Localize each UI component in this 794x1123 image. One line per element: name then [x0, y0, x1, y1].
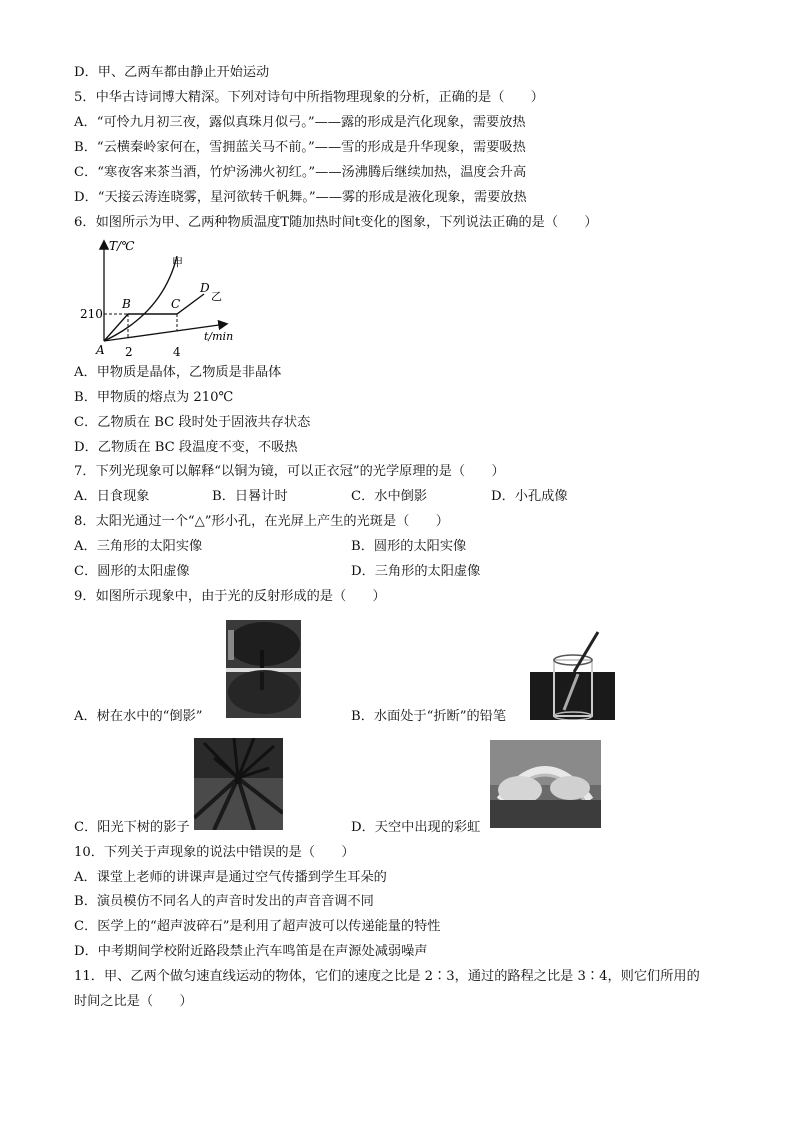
x-axis-label: t/min: [204, 330, 234, 343]
rainbow-photo: [490, 740, 601, 828]
tree-shadow-photo: [194, 738, 283, 830]
q5-option-c: C．“寒夜客来茶当酒，竹炉汤沸火初红。”——汤沸腾后继续加热，温度会升高: [74, 165, 527, 180]
q7-option-d: D．小孔成像: [491, 489, 568, 504]
temperature-time-graph: [76, 236, 236, 360]
q9-option-a: A．树在水中的“倒影”: [74, 709, 203, 724]
q10-option-d: D．中考期间学校附近路段禁止汽车鸣笛是在声源处减弱噪声: [74, 944, 428, 959]
q6-option-a: A．甲物质是晶体，乙物质是非晶体: [74, 365, 282, 380]
q9-option-d: D．天空中出现的彩虹: [351, 820, 481, 835]
q5-option-b: B．“云横秦岭家何在，雪拥蓝关马不前。”——雪的形成是升华现象，需要吸热: [74, 140, 526, 155]
q8-stem: 8．太阳光通过一个“△”形小孔，在光屏上产生的光斑是（ ）: [74, 514, 449, 529]
q6-option-d: D．乙物质在 BC 段温度不变，不吸热: [74, 440, 298, 455]
tick-2: 2: [125, 345, 133, 359]
point-a: A: [96, 343, 105, 357]
q10-stem: 10．下列关于声现象的说法中错误的是（ ）: [74, 845, 355, 860]
q11-stem-continued: 时间之比是（ ）: [74, 994, 193, 1009]
q7-option-c: C．水中倒影: [351, 489, 428, 504]
q8-option-d: D．三角形的太阳虚像: [351, 564, 481, 579]
q8-option-b: B．圆形的太阳实像: [351, 539, 467, 554]
q6-stem: 6．如图所示为甲、乙两种物质温度T随加热时间t变化的图象，下列说法正确的是（ ）: [74, 215, 598, 230]
q10-option-b: B．演员模仿不同名人的声音时发出的声音音调不同: [74, 894, 374, 909]
q11-stem: 11．甲、乙两个做匀速直线运动的物体，它们的速度之比是 2∶3，通过的路程之比是 3∶4，则它们所用的: [74, 969, 700, 984]
q8-option-c: C．圆形的太阳虚像: [74, 564, 190, 579]
q10-option-c: C．医学上的“超声波碎石”是利用了超声波可以传递能量的特性: [74, 919, 441, 934]
tick-210: 210: [80, 307, 103, 321]
q6-option-c: C．乙物质在 BC 段时处于固液共存状态: [74, 415, 311, 430]
q7-option-b: B．日晷计时: [212, 489, 288, 504]
q9-stem: 9．如图所示现象中，由于光的反射形成的是（ ）: [74, 589, 386, 604]
point-b: B: [122, 297, 131, 311]
q4-option-d: D．甲、乙两车都由静止开始运动: [74, 65, 270, 80]
label-yi: 乙: [211, 290, 222, 303]
tree-reflection-photo: [226, 620, 301, 718]
q8-option-a: A．三角形的太阳实像: [74, 539, 203, 554]
q9-option-c: C．阳光下树的影子: [74, 820, 190, 835]
y-axis-label: T/℃: [109, 239, 135, 253]
q7-option-a: A．日食现象: [74, 489, 150, 504]
tick-4: 4: [173, 345, 181, 359]
q5-stem: 5．中华古诗词博大精深。下列对诗句中所指物理现象的分析，正确的是（ ）: [74, 90, 544, 105]
q6-option-b: B．甲物质的熔点为 210℃: [74, 390, 234, 405]
point-d: D: [200, 281, 210, 295]
point-c: C: [171, 297, 181, 311]
label-jia: 甲: [172, 256, 183, 269]
q9-option-b: B．水面处于“折断”的铅笔: [351, 709, 507, 724]
q5-option-d: D．“天接云涛连晓雾，星河欲转千帆舞。”——雾的形成是液化现象，需要放热: [74, 190, 527, 205]
q7-stem: 7．下列光现象可以解释“以铜为镜，可以正衣冠”的光学原理的是（ ）: [74, 464, 505, 479]
q10-option-a: A．课堂上老师的讲课声是通过空气传播到学生耳朵的: [74, 870, 387, 885]
q5-option-a: A．“可怜九月初三夜，露似真珠月似弓。”——露的形成是汽化现象，需要放热: [74, 115, 526, 130]
pencil-in-water-photo: [530, 630, 615, 720]
